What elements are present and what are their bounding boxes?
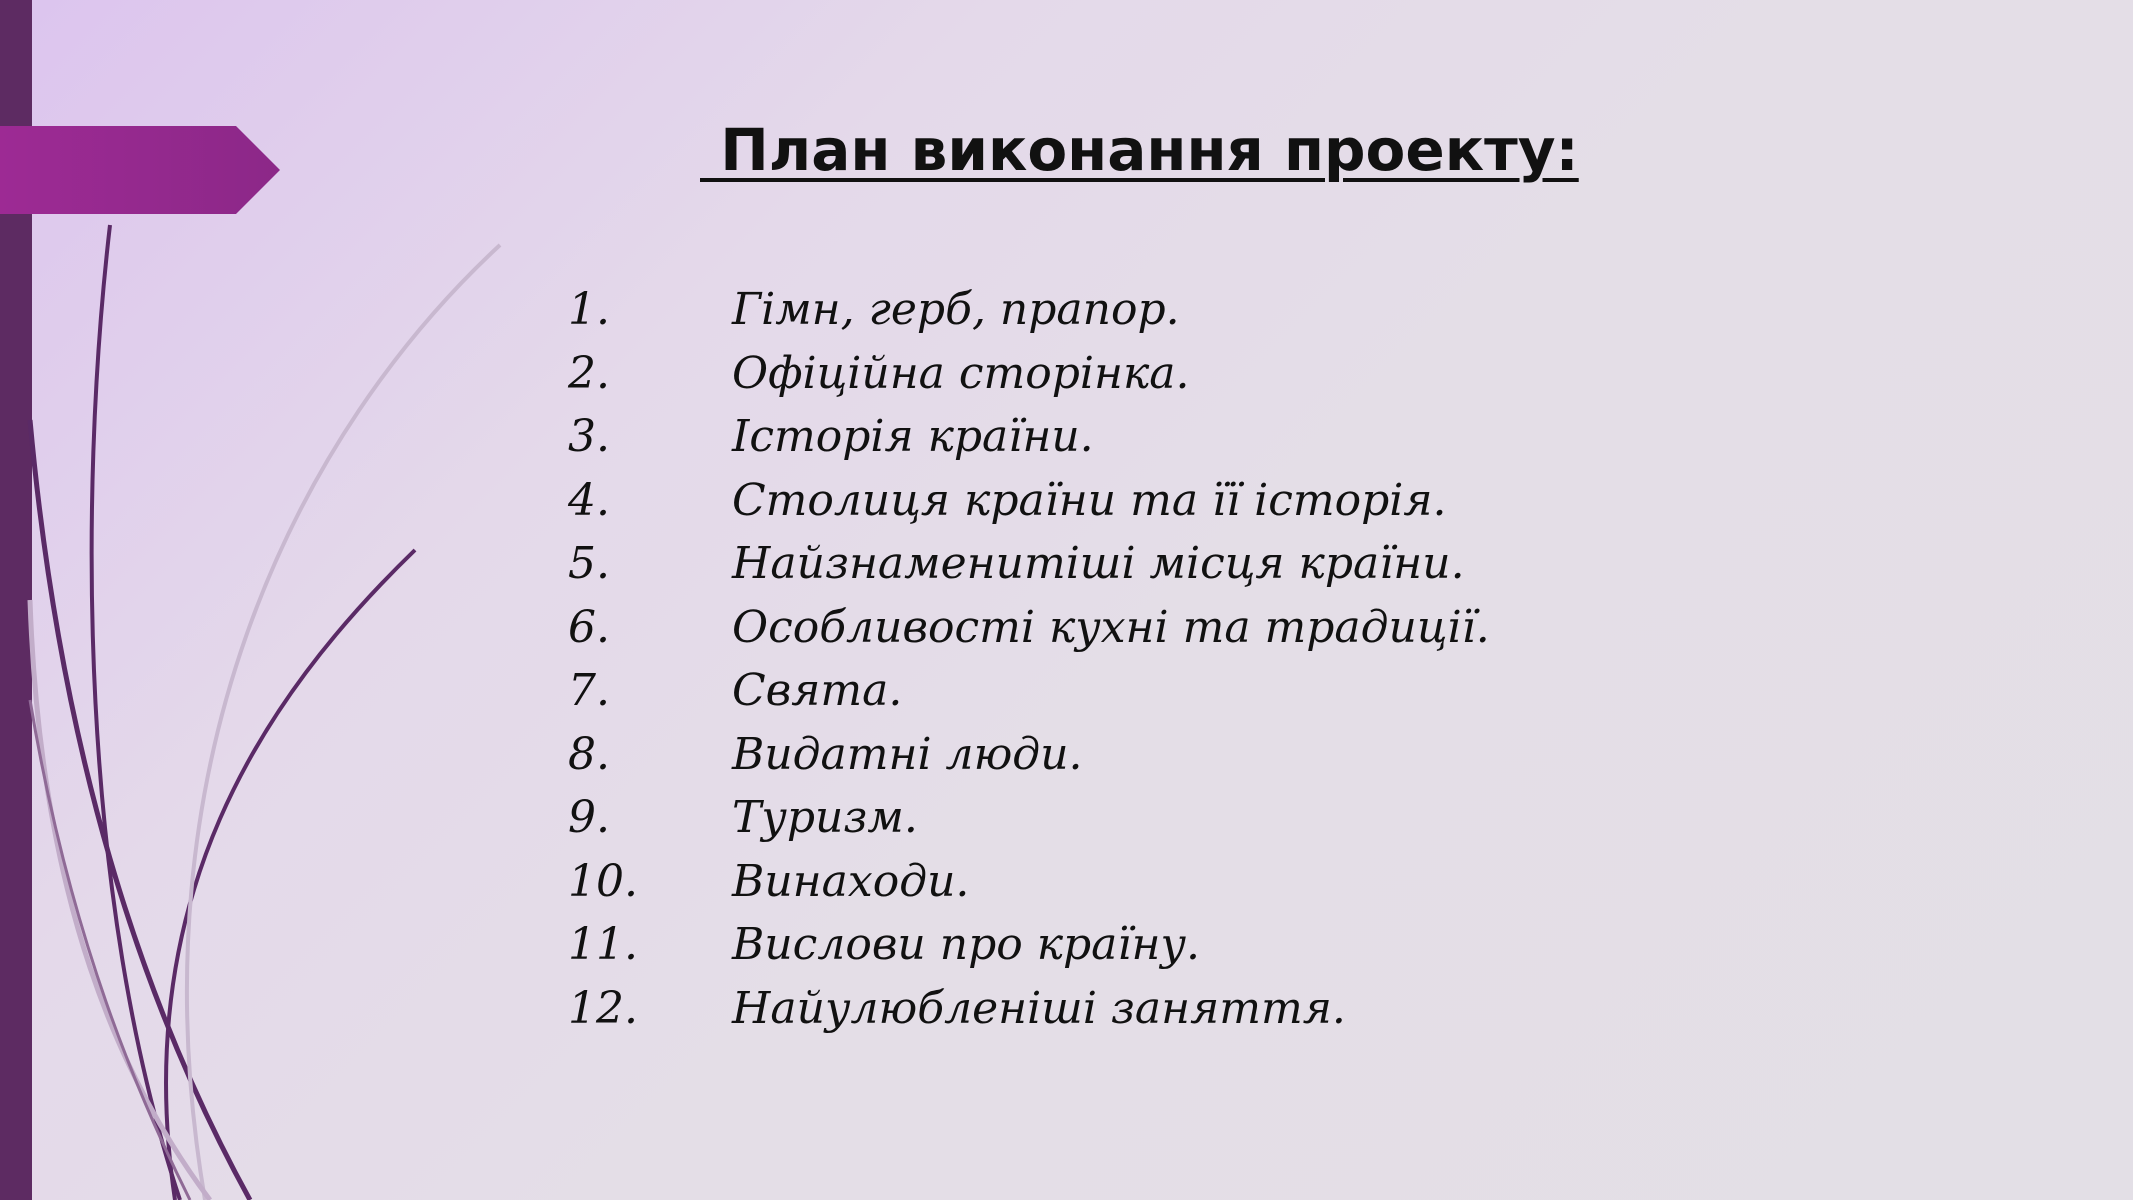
item-text: Найзнаменитіші місця країни. xyxy=(732,538,1465,590)
list-item xyxy=(568,405,1490,469)
list-item xyxy=(568,596,1490,660)
item-number: 6. xyxy=(568,601,610,653)
list-item xyxy=(568,786,1490,850)
item-text: Видатні люди. xyxy=(732,728,1083,780)
list-item xyxy=(568,913,1490,977)
page-title: План виконання проекту: xyxy=(700,116,1579,184)
list-item xyxy=(568,469,1490,533)
title-tab-arrow xyxy=(0,126,280,214)
item-number: 12. xyxy=(568,982,638,1034)
item-text: Гімн, герб, прапор. xyxy=(732,284,1180,336)
item-number: 2. xyxy=(568,347,610,399)
item-text: Офіційна сторінка. xyxy=(732,347,1190,399)
list-item xyxy=(568,659,1490,723)
item-number: 11. xyxy=(568,919,638,971)
item-text: Туризм. xyxy=(732,792,918,844)
item-number: 1. xyxy=(568,284,610,336)
item-number: 10. xyxy=(568,855,638,907)
item-number: 3. xyxy=(568,411,610,463)
item-text: Вислови про країну. xyxy=(732,919,1200,971)
list-item xyxy=(568,850,1490,914)
list-item xyxy=(568,278,1490,342)
list-item xyxy=(568,977,1490,1041)
list-item xyxy=(568,342,1490,406)
list-item xyxy=(568,723,1490,787)
list-item xyxy=(568,532,1490,596)
item-text: Особливості кухні та традиції. xyxy=(732,601,1490,653)
item-text: Найулюбленіші заняття. xyxy=(732,982,1346,1034)
item-number: 5. xyxy=(568,538,610,590)
item-text: Винаходи. xyxy=(732,855,970,907)
item-text: Столиця країни та її історія. xyxy=(732,474,1447,526)
item-number: 9. xyxy=(568,792,610,844)
item-number: 8. xyxy=(568,728,610,780)
item-text: Свята. xyxy=(732,665,903,717)
item-number: 4. xyxy=(568,474,610,526)
plan-list xyxy=(568,278,1490,1040)
item-text: Історія країни. xyxy=(732,411,1094,463)
item-number: 7. xyxy=(568,665,610,717)
